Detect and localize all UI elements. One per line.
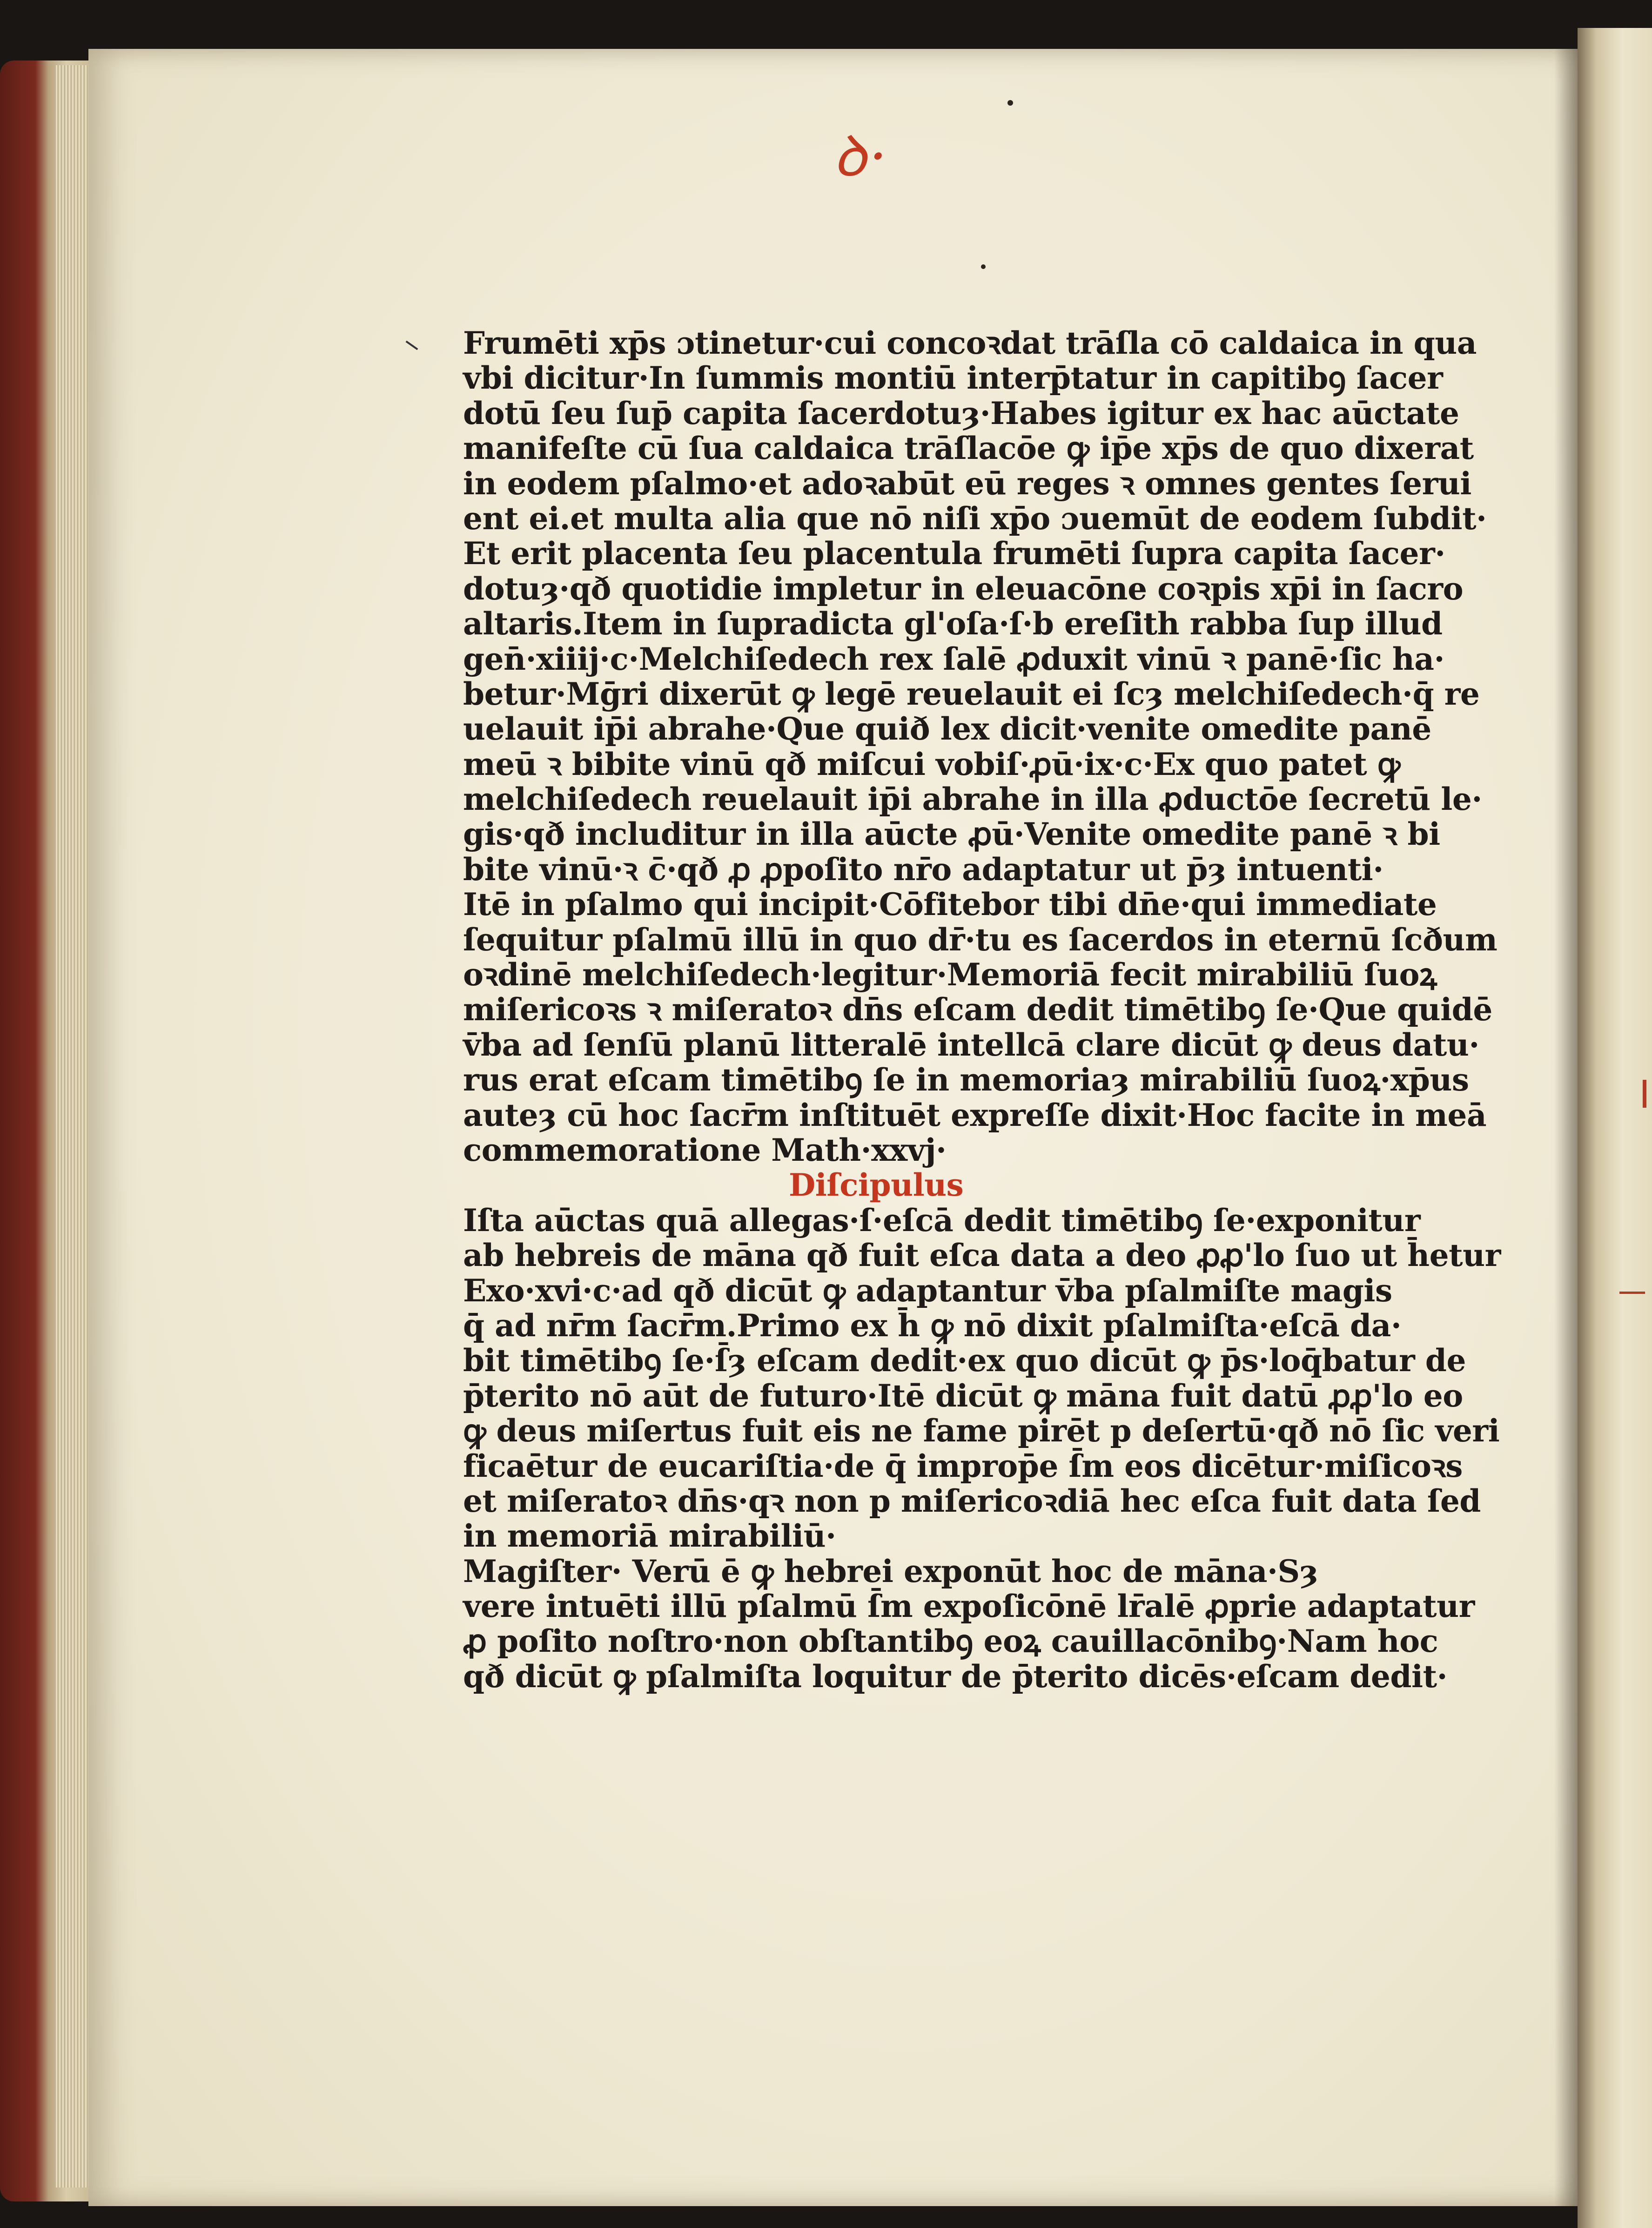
text-block <box>463 325 1501 1695</box>
text-line: in eodem pſalmo·et adoꝛabūt eū reges ꝛ omnes gentes ſerui <box>463 465 1471 502</box>
text-line: commemoratione Math·xxvj· <box>463 1131 947 1168</box>
text-line: vbi dicitur·In ſummis montiū interp̄tatur in capitibꝯ ſacer <box>463 360 1443 397</box>
text-line: vere intuēti illū pſalmū ſ̄m expoſicōnē lr̄alē ꝓprie adaptatur <box>463 1588 1475 1625</box>
text-line: ꝙ deus miſertus fuit eis ne fame pirēt p deſertū·qð nō ſic veri <box>463 1413 1500 1449</box>
right-page-edge <box>1578 28 1652 2228</box>
text-line: bit timētibꝯ ſe·ſ̄ȝ eſcam dedit·ex quo dicūt ꝙ p̄s·loq̄batur de <box>463 1342 1466 1379</box>
text-line: rus erat eſcam timētibꝯ ſe in memoriaȝ mirabiliū ſuoꝝ·xp̄us <box>463 1062 1469 1098</box>
text-line: in memoriā mirabiliū· <box>463 1518 836 1555</box>
text-line: v̄ba ad ſenſū planū litteralē intellcā clare dicūt ꝙ deus datu· <box>463 1026 1479 1063</box>
text-line: Iſta aūctas quā allegas·ſ·eſcā dedit timētibꝯ ſe·exponitur <box>463 1202 1421 1239</box>
text-line: bite vinū·ꝛ c̄·qð ꝓ ꝓpoſito nr̄o adaptatur ut p̄ȝ intuenti· <box>463 851 1383 888</box>
text-line: Itē in pſalmo qui incipit·Cōfitebor tibi dn̄e·qui immediate <box>463 886 1437 923</box>
section-heading-magister: Magiſter· Verū ē ꝙ hebrei exponūt hoc de māna·Sȝ <box>463 1553 1318 1589</box>
text-line: gen̄·xiiij·c·Melchiſedech rex ſalē ꝓduxit vinū ꝛ panē·ſic ha· <box>463 640 1444 677</box>
text-line: betur·Mḡri dixerūt ꝙ legē reuelauit ei ſcȝ melchiſedech·q̄ re <box>463 675 1480 712</box>
text-line: ſequitur pſalmū illū in quo dr̄·tu es ſacerdos in eternū ſcðum <box>463 921 1498 958</box>
text-line: Frumēti xp̄s ɔtinetur·cui concoꝛdat trāſla cō caldaica in qua <box>463 325 1477 361</box>
text-line: ficaētur de eucariſtia·de q̄ improp̄e ſ̄m eos dicētur·miſicoꝛs <box>463 1447 1463 1484</box>
text-line: q̄ ad nr̄m ſacr̄m.Primo ex h̄ ꝙ nō dixit pſalmiſta·eſcā da· <box>463 1307 1402 1344</box>
text-line: altaris.Item in ſupradicta gl'oſa·ſ·b ereſith rabba ſup illud <box>463 606 1443 642</box>
text-line: melchiſedech reuelauit ip̄i abrahe in illa ꝓductōe ſecretū le· <box>463 781 1482 818</box>
text-line: dotū ſeu ſup̄ capita ſacerdotuȝ·Habes igitur ex hac aūctate <box>463 395 1459 431</box>
text-line: manifeſte cū ſua caldaica trāſlacōe ꝙ ip̄e xp̄s de quo dixerat <box>463 430 1474 467</box>
ink-speck <box>1007 100 1013 106</box>
text-line: et miſeratoꝛ dn̄s·qꝛ non p miſericoꝛdiā hec eſca fuit data ſed <box>463 1482 1481 1519</box>
text-line: p̄terito nō aūt de futuro·Itē dicūt ꝙ māna fuit datū ꝓꝓ'lo eo <box>463 1377 1463 1414</box>
text-line: oꝛdinē melchiſedech·legitur·Memoriā fecit mirabiliū ſuoꝝ <box>463 956 1437 993</box>
text-line: Exo·xvi·c·ad qð dicūt ꝙ adaptantur v̄ba pſalmiſte magis <box>463 1272 1392 1309</box>
text-line: gis·qð includitur in illa aūcte ꝓū·Venite omedite panē ꝛ bi <box>463 816 1440 853</box>
text-line: meū ꝛ bibite vinū qð miſcui vobiſ·ꝓū·ix·c·Ex quo patet ꝙ <box>463 746 1400 782</box>
text-line: ab hebreis de māna qð fuit eſca data a deo ꝓꝓ'lo ſuo ut h̄etur <box>463 1237 1501 1274</box>
text-line: auteȝ cū hoc ſacr̄m inſtituēt expreſſe dixit·Hoc facite in meā <box>463 1097 1487 1133</box>
text-line: uelauit ip̄i abrahe·Que quið lex dicit·venite omedite panē <box>463 711 1431 747</box>
text-line: ent ei.et multa alia que nō niſi xp̄o ɔuemūt de eodem ſubdit· <box>463 500 1487 537</box>
text-line: miſericoꝛs ꝛ miſeratoꝛ dn̄s eſcam dedit timētibꝯ ſe·Que quidē <box>463 991 1492 1028</box>
ink-speck <box>981 264 986 269</box>
text-line: Et erit placenta ſeu placentula frumēti ſupra capita ſacer· <box>463 535 1445 572</box>
section-heading-discipulus: Diſcipulus <box>789 1167 964 1204</box>
text-line: ꝓ poſito noſtro·non obſtantibꝯ eoꝝ cauillacōnibꝯ·Nam hoc <box>463 1623 1438 1660</box>
text-line: dotuȝ·qð quotidie impletur in eleuacōne coꝛpis xp̄i in ſacro <box>463 570 1464 607</box>
text-line: qð dicūt ꝙ pſalmiſta loquitur de p̄terito dicēs·eſcam dedit· <box>463 1658 1448 1695</box>
rubricated-headline: ꝺ· <box>833 124 890 189</box>
